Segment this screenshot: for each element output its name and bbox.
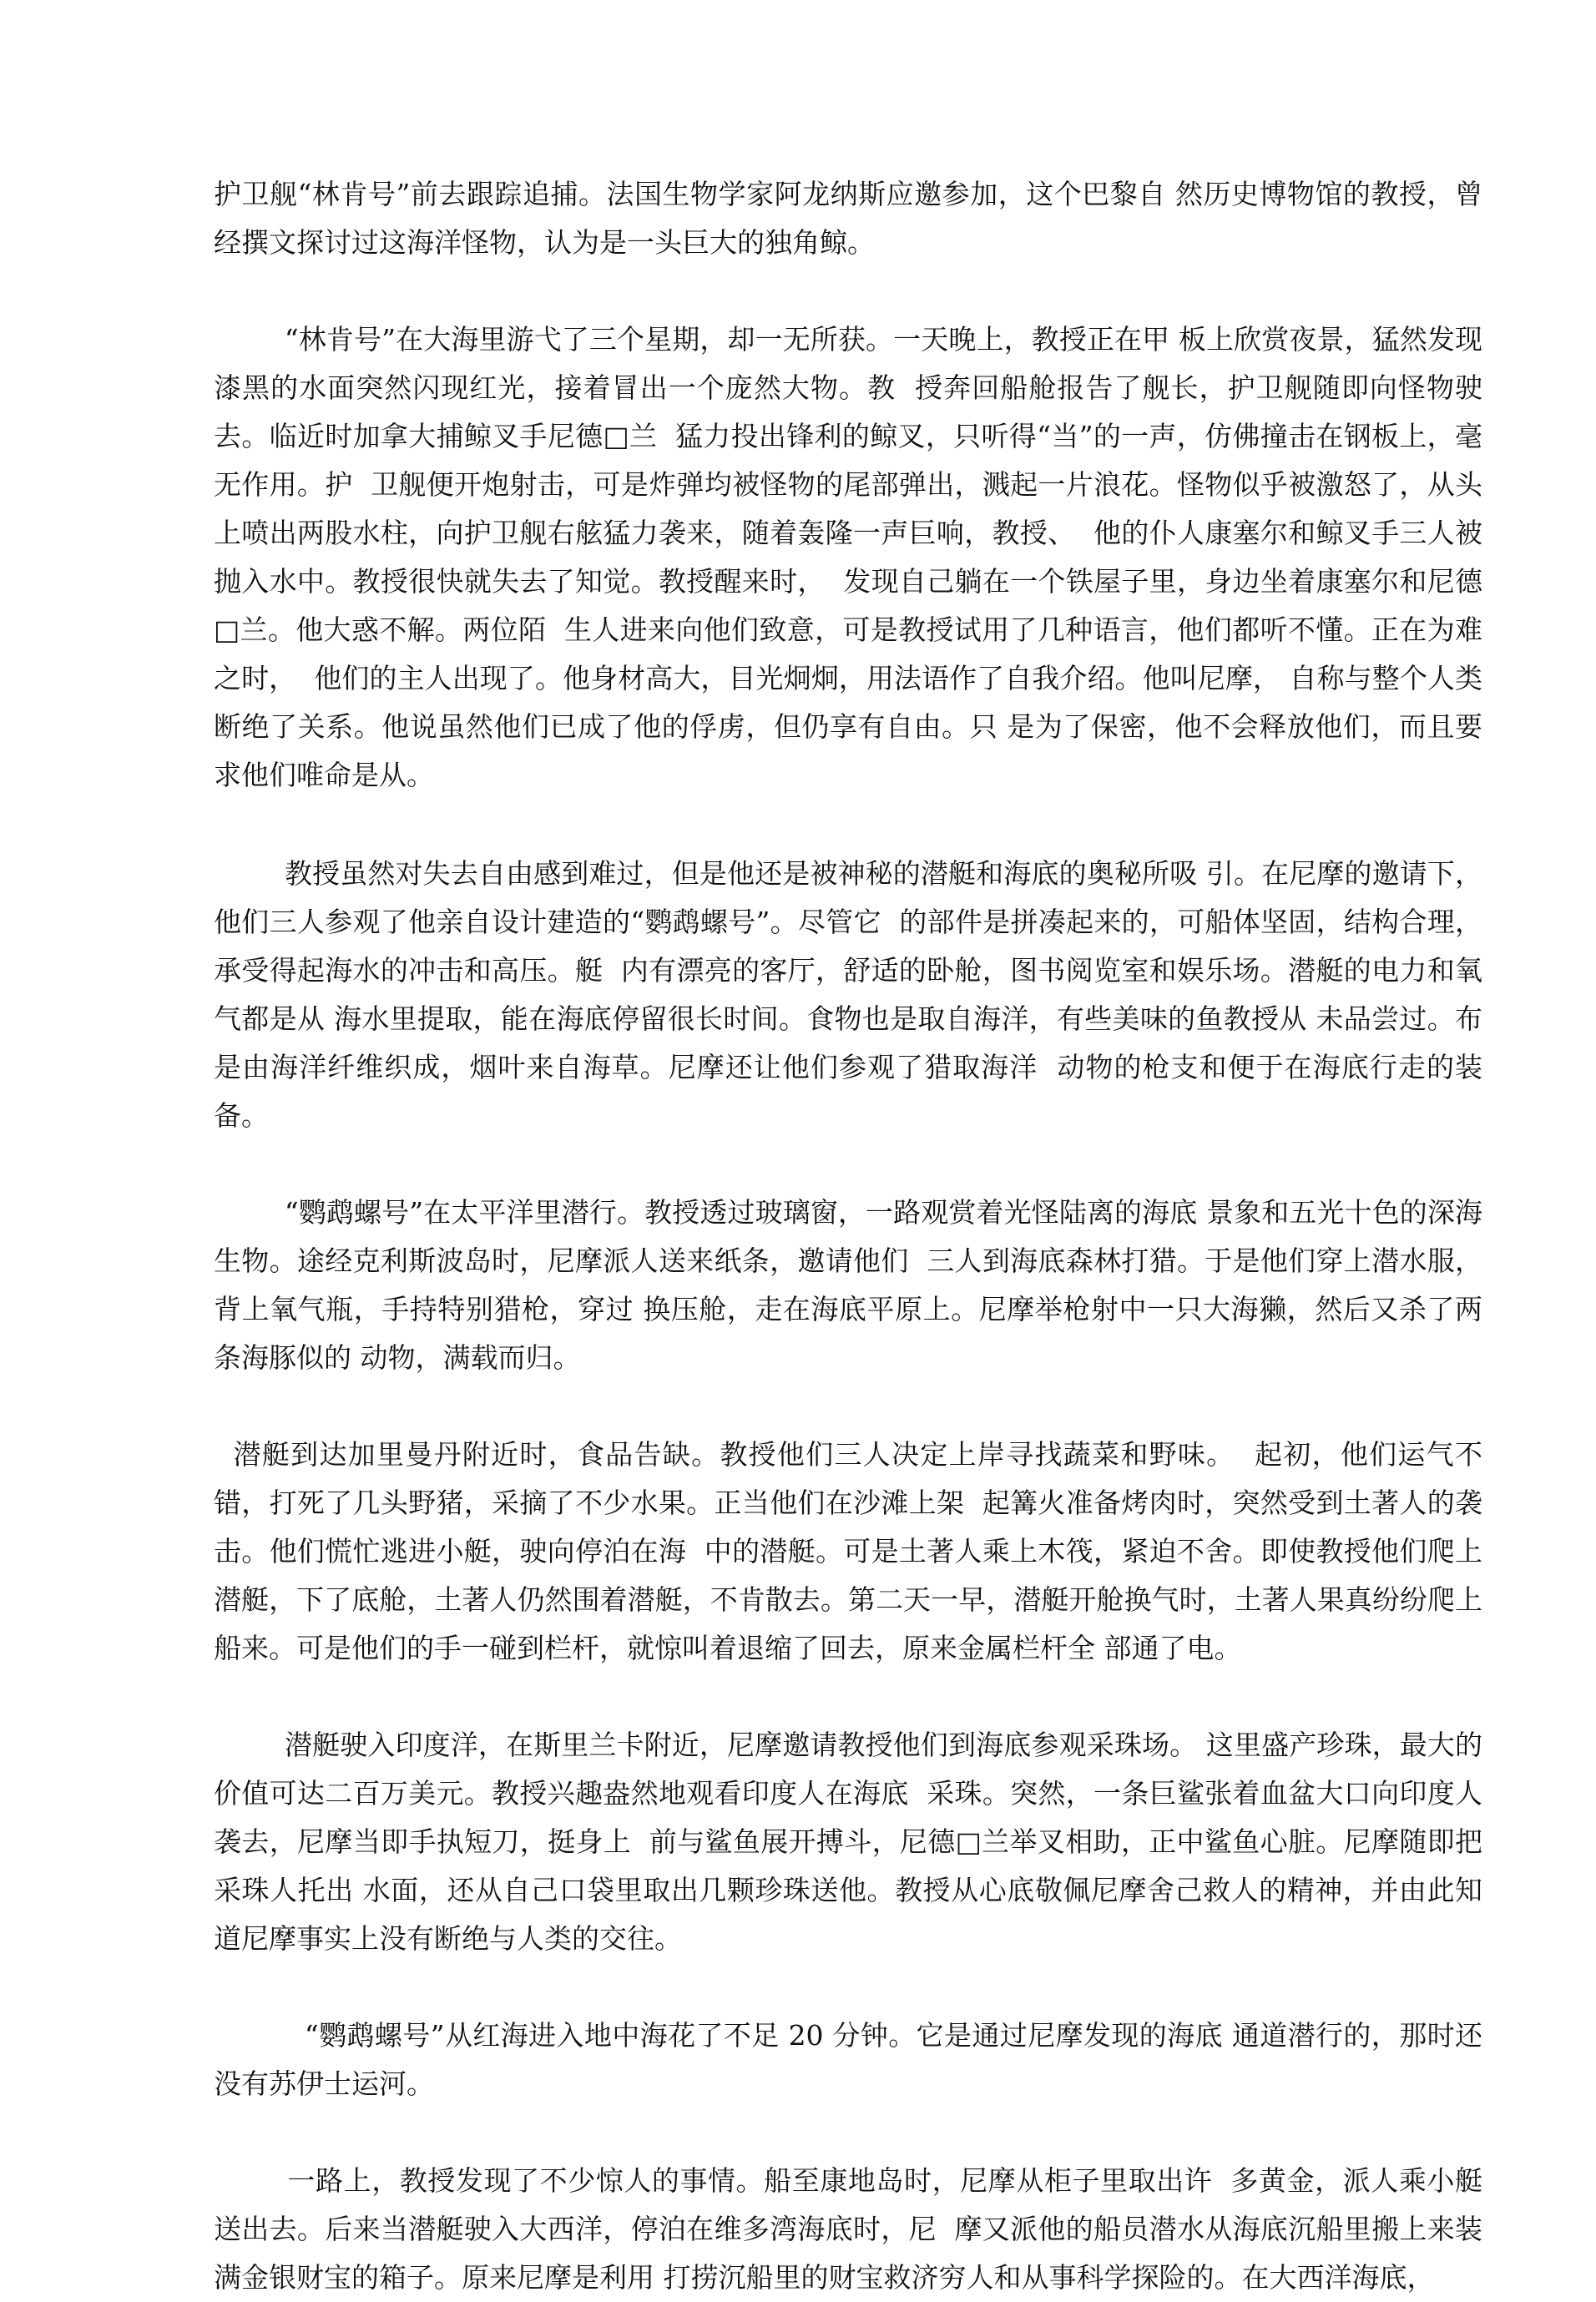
document-body: [214, 170, 1482, 2302]
paragraph-2: “林肯号”在大海里游弋了三个星期，却一无所获。一天晚上，教授正在甲 板上欣赏夜景，猛然发现漆黑的水面突然闪现红光，接着冒出一个庞然大物。教 授奔回船舱报告了舰长，护卫舰随即向怪物驶去。临近时加拿大捕鲸叉手尼德□兰 猛力投出锋利的鲸叉，只听得“当”的一声，仿佛撞击在钢板上，毫无作用。护 卫舰便开炮射击，可是炸弹均被怪物的尾部弹出，溅起一片浪花。怪物似乎被激怒了，从头上喷出两股水柱，向护卫舰右舷猛力袭来，随着轰隆一声巨响，教授、 他的仆人康塞尔和鲸叉手三人被抛入水中。教授很快就失去了知觉。教授醒来时， 发现自己躺在一个铁屋子里，身边坐着康塞尔和尼德□兰。他大惑不解。两位陌 生人进来向他们致意，可是教授试用了几种语言，他们都听不懂。正在为难之时， 他们的主人出现了。他身材高大，目光炯炯，用法语作了自我介绍。他叫尼摩， 自称与整个人类断绝了关系。他说虽然他们已成了他的俘虏，但仍享有自由。只 是为了保密，他不会释放他们，而且要求他们唯命是从。: [214, 323, 1483, 791]
paragraph-5: 潜艇到达加里曼丹附近时，食品告缺。教授他们三人决定上岸寻找蔬菜和野味。 起初，他们运气不错，打死了几头野猪，采摘了不少水果。正当他们在沙滩上架 起篝火准备烤肉时，突然受到土著人的袭击。他们慌忙逃进小艇，驶向停泊在海 中的潜艇。可是土著人乘上木筏，紧迫不舍。即使教授他们爬上潜艇，下了底舱，土著人仍然围着潜艇，不肯散去。第二天一早，潜艇开舱换气时，土著人果真纷纷爬上船来。可是他们的手一碰到栏杆，就惊叫着退缩了回去，原来金属栏杆全 部通了电。: [214, 1438, 1482, 1664]
paragraph-7: “鹦鹉螺号”从红海进入地中海花了不足 20 分钟。它是通过尼摩发现的海底 通道潜行的，那时还没有苏伊士运河。: [214, 2019, 1482, 2100]
paragraph-8: 一路上，教授发现了不少惊人的事情。船至康地岛时，尼摩从柜子里取出许 多黄金，派人乘小艇送出去。后来当潜艇驶入大西洋，停泊在维多湾海底时，尼 摩又派他的船员潜水从海底沉船里搬上来装满金银财宝的箱子。原来尼摩是利用 打捞沉船里的财宝救济穷人和从事科学探险的。在大西洋海底，: [214, 2164, 1482, 2294]
paragraph-1: 护卫舰“林肯号”前去跟踪追捕。法国生物学家阿龙纳斯应邀参加，这个巴黎自 然历史博物馆的教授，曾经撰文探讨过这海洋怪物，认为是一头巨大的独角鲸。: [214, 178, 1482, 259]
paragraph-6: 潜艇驶入印度洋，在斯里兰卡附近，尼摩邀请教授他们到海底参观采珠场。 这里盛产珍珠，最大的价值可达二百万美元。教授兴趣盎然地观看印度人在海底 采珠。突然，一条巨鲨张着血盆大口向印度人袭去，尼摩当即手执短刀，挺身上 前与鲨鱼展开搏斗，尼德□兰举叉相助，正中鲨鱼心脏。尼摩随即把采珠人托出 水面，还从自己口袋里取出几颗珍珠送他。教授从心底敬佩尼摩舍己救人的精神，并由此知道尼摩事实上没有断绝与人类的交往。: [214, 1729, 1482, 1955]
paragraph-4: “鹦鹉螺号”在太平洋里潜行。教授透过玻璃窗，一路观赏着光怪陆离的海底 景象和五光十色的深海生物。途经克利斯波岛时，尼摩派人送来纸条，邀请他们 三人到海底森林打猎。于是他们穿上潜水服，背上氧气瓶，手持特别猎枪，穿过 换压舱，走在海底平原上。尼摩举枪射中一只大海獭，然后又杀了两条海豚似的 动物，满载而归。: [214, 1196, 1483, 1374]
paragraph-3: 教授虽然对失去自由感到难过，但是他还是被神秘的潜艇和海底的奥秘所吸 引。在尼摩的邀请下，他们三人参观了他亲自设计建造的“鹦鹉螺号”。尽管它 的部件是拼凑起来的，可船体坚固，结构合理，承受得起海水的冲击和高压。艇 内有漂亮的客厅，舒适的卧舱，图书阅览室和娱乐场。潜艇的电力和氧气都是从 海水里提取，能在海底停留很长时间。食物也是取自海洋，有些美味的鱼教授从 未品尝过。布是由海洋纤维织成，烟叶来自海草。尼摩还让他们参观了猎取海洋 动物的枪支和便于在海底行走的装备。: [214, 857, 1482, 1132]
